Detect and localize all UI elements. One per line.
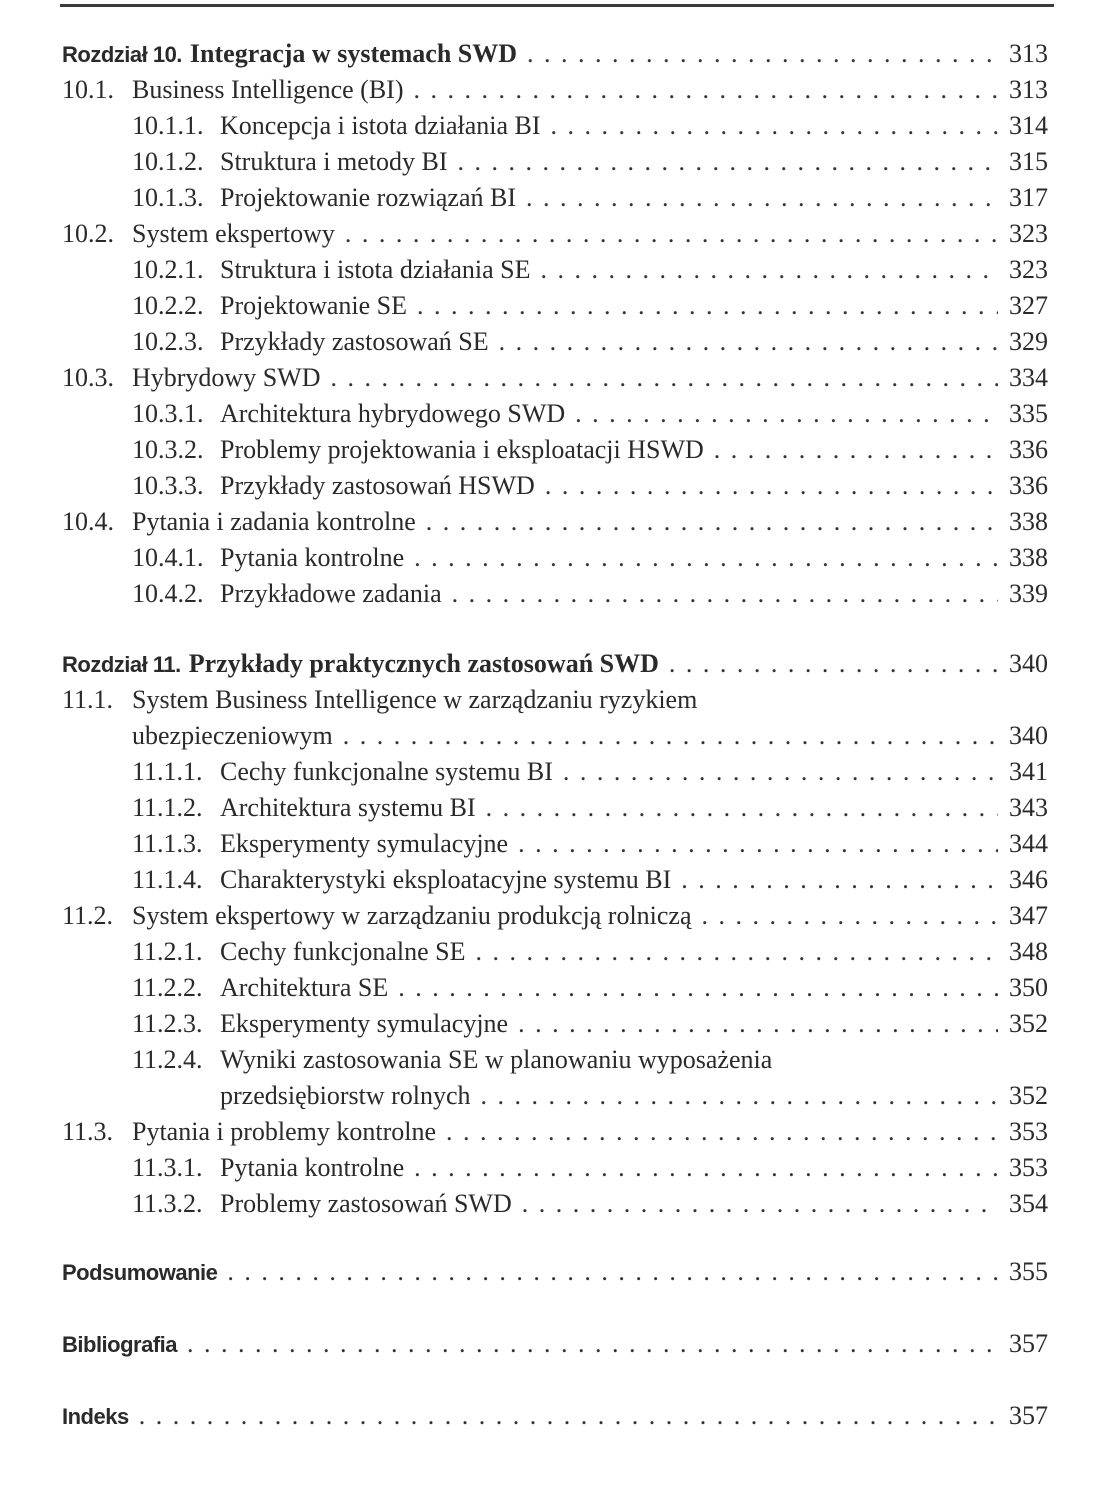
dot-leader — [476, 934, 999, 970]
toc-entry[interactable] — [62, 108, 1048, 144]
section-title: System ekspertowy — [132, 219, 335, 248]
toc-entry[interactable] — [62, 826, 1048, 862]
section-title: Przykłady zastosowań SE — [220, 327, 489, 356]
page-number: 340 — [1009, 721, 1048, 750]
dot-leader — [417, 288, 998, 324]
section-number: 10.3.3. — [132, 471, 204, 500]
toc-entry[interactable] — [62, 934, 1048, 970]
page-number: 338 — [1009, 507, 1048, 536]
dot-leader — [669, 646, 998, 682]
dot-leader — [446, 1114, 998, 1150]
section-title: Indeks — [62, 1404, 129, 1429]
dot-leader — [527, 36, 998, 72]
toc-entry-continuation[interactable] — [62, 1078, 1048, 1114]
page-number: 323 — [1009, 219, 1048, 248]
section-title: Architektura hybrydowego SWD — [220, 399, 566, 428]
toc-entry[interactable] — [62, 682, 1048, 718]
page-number: 343 — [1009, 793, 1048, 822]
dot-leader — [522, 1186, 998, 1222]
page-number: 327 — [1009, 291, 1048, 320]
toc-entry[interactable] — [62, 790, 1048, 826]
section-number: 10.3.2. — [132, 435, 204, 464]
section-number: 10.1. — [62, 75, 114, 104]
page-number: 329 — [1009, 327, 1048, 356]
page-number: 346 — [1009, 865, 1048, 894]
section-number: 11.2.3. — [132, 1009, 203, 1038]
chapter-heading[interactable] — [62, 646, 1048, 682]
section-number: 11.1.3. — [132, 829, 203, 858]
toc-entry[interactable] — [62, 576, 1048, 612]
page-number: 354 — [1009, 1189, 1048, 1218]
section-title: Eksperymenty symulacyjne — [220, 1009, 509, 1038]
dot-leader — [486, 790, 998, 826]
page-number: 340 — [1009, 649, 1048, 678]
section-number: 11.2.4. — [132, 1045, 203, 1074]
page-number: 335 — [1009, 399, 1048, 428]
section-title: Charakterystyki eksploatacyjne systemu BI — [220, 865, 672, 894]
chapter-title: Integracja w systemach SWD — [189, 39, 518, 68]
toc-entry[interactable] — [62, 360, 1048, 396]
section-number: 10.1.3. — [132, 183, 204, 212]
dot-leader — [563, 754, 998, 790]
section-number: 10.4.1. — [132, 543, 204, 572]
toc-entry[interactable] — [62, 1006, 1048, 1042]
page-number: 344 — [1009, 829, 1048, 858]
toc-back-matter-summary[interactable] — [62, 1254, 1048, 1290]
section-number: 10.2.1. — [132, 255, 204, 284]
dot-leader — [343, 718, 998, 754]
dot-leader — [575, 396, 998, 432]
toc-entry[interactable] — [62, 396, 1048, 432]
toc-entry[interactable] — [62, 1114, 1048, 1150]
section-number: 11.2.1. — [132, 937, 203, 966]
page-number: 339 — [1009, 579, 1048, 608]
section-title: Cechy funkcjonalne systemu BI — [220, 757, 553, 786]
chapter-label: Rozdział 10. — [62, 42, 182, 67]
page-number: 348 — [1009, 937, 1048, 966]
page-number: 315 — [1009, 147, 1048, 176]
toc-entry[interactable] — [62, 1150, 1048, 1186]
toc-entry[interactable] — [62, 540, 1048, 576]
toc-back-matter-bibliography[interactable] — [62, 1326, 1048, 1362]
section-title: Koncepcja i istota działania BI — [220, 111, 541, 140]
dot-leader — [227, 1254, 998, 1290]
dot-leader — [457, 144, 998, 180]
toc-entry[interactable] — [62, 970, 1048, 1006]
section-title: Business Intelligence (BI) — [132, 75, 404, 104]
toc-entry[interactable] — [62, 1186, 1048, 1222]
section-title: Bibliografia — [62, 1332, 178, 1357]
page-number: 352 — [1009, 1009, 1048, 1038]
page-number: 336 — [1009, 435, 1048, 464]
section-number: 10.4.2. — [132, 579, 204, 608]
section-number: 11.1.4. — [132, 865, 203, 894]
dot-leader — [541, 252, 999, 288]
top-rule — [60, 4, 1054, 7]
page-number: 353 — [1009, 1153, 1048, 1182]
section-title: Przykłady zastosowań HSWD — [220, 471, 535, 500]
page-number: 352 — [1009, 1081, 1048, 1110]
page-number: 323 — [1009, 255, 1048, 284]
section-title: Przykładowe zadania — [220, 579, 442, 608]
toc-entry[interactable] — [62, 252, 1048, 288]
toc-entry[interactable] — [62, 180, 1048, 216]
section-number: 11.3. — [62, 1117, 114, 1146]
section-number: 11.1. — [62, 685, 114, 714]
section-number: 11.2.2. — [132, 973, 203, 1002]
toc-entry[interactable] — [62, 144, 1048, 180]
section-title: Pytania kontrolne — [220, 1153, 405, 1182]
section-title: Struktura i istota działania SE — [220, 255, 531, 284]
section-title-continuation: ubezpieczeniowym — [132, 721, 333, 750]
dot-leader — [345, 216, 998, 252]
section-title: Podsumowanie — [62, 1260, 218, 1285]
toc-entry[interactable] — [62, 432, 1048, 468]
toc-entry[interactable] — [62, 754, 1048, 790]
toc-back-matter-index[interactable] — [62, 1398, 1048, 1434]
section-title: Pytania i problemy kontrolne — [132, 1117, 437, 1146]
section-title: Cechy funkcjonalne SE — [220, 937, 466, 966]
page-number: 347 — [1009, 901, 1048, 930]
dot-leader — [139, 1398, 998, 1434]
dot-leader — [414, 1150, 998, 1186]
page-number: 313 — [1009, 75, 1048, 104]
dot-leader — [452, 576, 998, 612]
section-title: Eksperymenty symulacyjne — [220, 829, 509, 858]
section-title: Problemy zastosowań SWD — [220, 1189, 512, 1218]
dot-leader — [518, 1006, 998, 1042]
toc-entry[interactable] — [62, 288, 1048, 324]
section-number: 10.3.1. — [132, 399, 204, 428]
page-number: 357 — [1009, 1401, 1048, 1430]
section-number: 10.3. — [62, 363, 114, 392]
section-title: System Business Intelligence w zarządzaniu ryzykiem — [132, 685, 698, 714]
dot-leader — [481, 1078, 998, 1114]
section-title: System ekspertowy w zarządzaniu produkcją rolniczą — [132, 901, 692, 930]
dot-leader — [526, 180, 998, 216]
toc-entry[interactable] — [62, 504, 1048, 540]
section-number: 11.1.1. — [132, 757, 203, 786]
chapter-heading[interactable] — [62, 36, 1048, 72]
section-title: Architektura systemu BI — [220, 793, 476, 822]
toc-entry[interactable] — [62, 1042, 1048, 1078]
section-number: 10.2.2. — [132, 291, 204, 320]
dot-leader — [331, 360, 999, 396]
page-number: 317 — [1009, 183, 1048, 212]
dot-leader — [426, 504, 998, 540]
page-number: 336 — [1009, 471, 1048, 500]
section-title: Problemy projektowania i eksploatacji HSWD — [220, 435, 704, 464]
dot-leader — [702, 898, 998, 934]
toc-entry[interactable] — [62, 72, 1048, 108]
section-number: 11.1.2. — [132, 793, 203, 822]
section-number: 11.3.1. — [132, 1153, 203, 1182]
page-number: 355 — [1009, 1257, 1048, 1286]
toc-entry[interactable] — [62, 324, 1048, 360]
section-number: 11.3.2. — [132, 1189, 203, 1218]
chapter-label: Rozdział 11. — [62, 652, 181, 677]
section-title: Struktura i metody BI — [220, 147, 448, 176]
section-title-continuation: przedsiębiorstw rolnych — [220, 1081, 471, 1110]
dot-leader — [518, 826, 998, 862]
section-title: Architektura SE — [220, 973, 389, 1002]
section-number: 11.2. — [62, 901, 114, 930]
section-title: Wyniki zastosowania SE w planowaniu wyposażenia — [220, 1045, 773, 1074]
dot-leader — [414, 540, 998, 576]
toc-entry[interactable] — [62, 216, 1048, 252]
toc-entry[interactable] — [62, 898, 1048, 934]
section-number: 10.1.2. — [132, 147, 204, 176]
section-title: Hybrydowy SWD — [132, 363, 321, 392]
page-number: 338 — [1009, 543, 1048, 572]
page-number: 314 — [1009, 111, 1048, 140]
dot-leader — [499, 324, 998, 360]
page-number: 334 — [1009, 363, 1048, 392]
dot-leader — [545, 468, 998, 504]
page-number: 313 — [1009, 39, 1048, 68]
toc-entry[interactable] — [62, 468, 1048, 504]
page-number: 353 — [1009, 1117, 1048, 1146]
section-number: 10.1.1. — [132, 111, 204, 140]
section-title: Pytania i zadania kontrolne — [132, 507, 416, 536]
section-title: Pytania kontrolne — [220, 543, 405, 572]
toc-entry-continuation[interactable] — [62, 718, 1048, 754]
page-number: 350 — [1009, 973, 1048, 1002]
dot-leader — [398, 970, 998, 1006]
dot-leader — [551, 108, 998, 144]
section-number: 10.2.3. — [132, 327, 204, 356]
dot-leader — [414, 72, 999, 108]
dot-leader — [187, 1326, 998, 1362]
section-number: 10.2. — [62, 219, 114, 248]
section-number: 10.4. — [62, 507, 114, 536]
page-number: 357 — [1009, 1329, 1048, 1358]
section-title: Projektowanie SE — [220, 291, 408, 320]
dot-leader — [681, 862, 998, 898]
toc-entry[interactable] — [62, 862, 1048, 898]
dot-leader — [714, 432, 998, 468]
page-number: 341 — [1009, 757, 1048, 786]
section-title: Projektowanie rozwiązań BI — [220, 183, 517, 212]
chapter-title: Przykłady praktycznych zastosowań SWD — [188, 649, 659, 678]
